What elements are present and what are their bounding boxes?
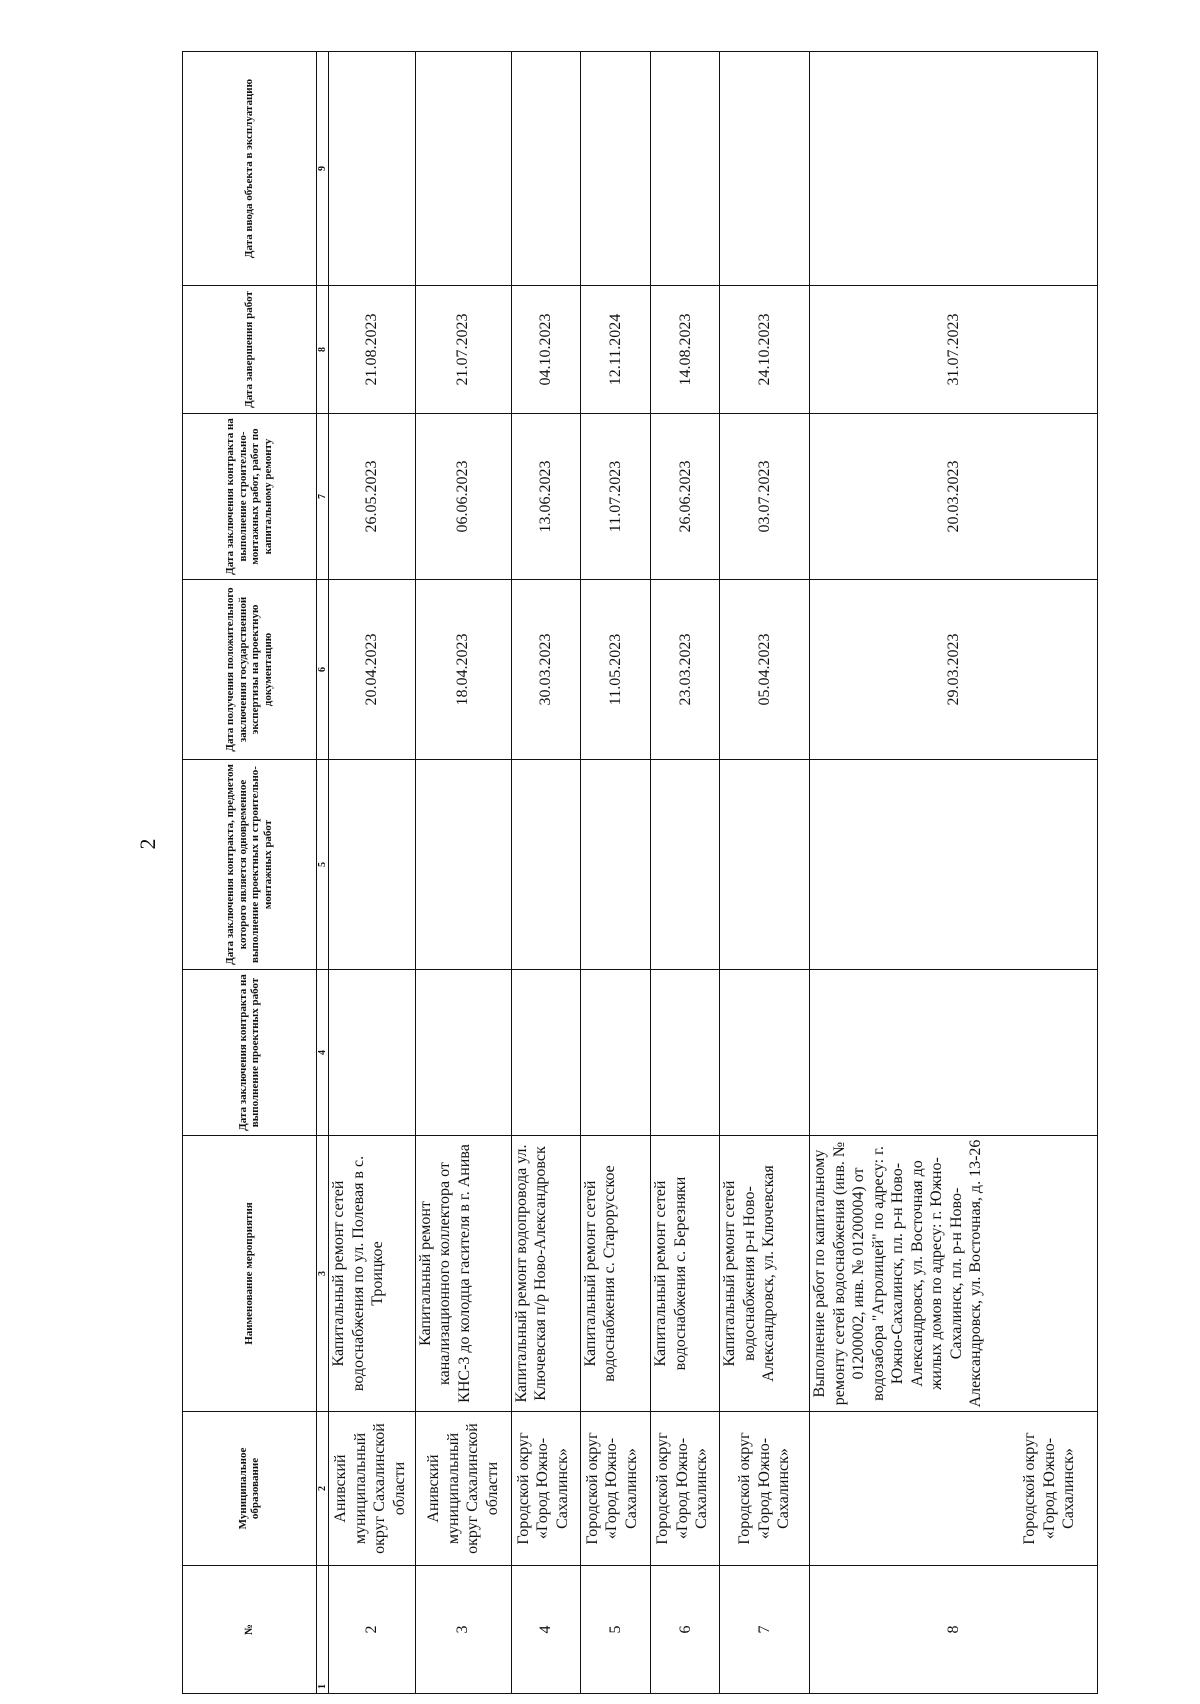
- table-row: [580, 52, 651, 1694]
- header-row: [183, 52, 317, 1694]
- column-number: 8: [316, 286, 329, 414]
- header-design-contract-date: Дата заключения контракта на выполнение проектных работ: [183, 970, 317, 1136]
- event-name-cell: Капитальный ремонт сетей водоснабжения р-н Ново-Александровск, ул. Ключевская: [720, 1136, 810, 1412]
- expertise-date-cell: 18.04.2023: [415, 580, 511, 760]
- combined-contract-cell: [415, 760, 511, 970]
- completion-date-cell: 31.07.2023: [810, 286, 1098, 414]
- completion-date-cell: 24.10.2023: [720, 286, 810, 414]
- construction-contract-cell: 13.06.2023: [511, 414, 580, 580]
- row-number: 2: [329, 1566, 416, 1694]
- commissioning-date-cell: [810, 52, 1098, 286]
- row-number: 3: [415, 1566, 511, 1694]
- header-completion-date: Дата завершения работ: [183, 286, 317, 414]
- municipality-cell: Анивский муниципальный округ Сахалинской области: [329, 1412, 416, 1566]
- expertise-date-cell: 30.03.2023: [511, 580, 580, 760]
- event-name-cell: Капитальный ремонт сетей водоснабжения по ул. Полевая в с. Троицкое: [329, 1136, 416, 1412]
- row-number: 4: [511, 1566, 580, 1694]
- municipality-cell: Городской округ «Город Южно-Сахалинск»: [720, 1412, 810, 1566]
- header-expertise-date: Дата получения положительного заключения государственной экспертизы на проектную документацию: [183, 580, 317, 760]
- municipality-cell: Городской округ «Город Южно-Сахалинск»: [511, 1412, 580, 1566]
- combined-contract-cell: [651, 760, 720, 970]
- commissioning-date-cell: [329, 52, 416, 286]
- header-commissioning-date: Дата ввода объекта в эксплуатацию: [183, 52, 317, 286]
- row-number: 8: [810, 1566, 1098, 1694]
- completion-date-cell: 04.10.2023: [511, 286, 580, 414]
- construction-contract-cell: 26.06.2023: [651, 414, 720, 580]
- column-number: 1: [316, 1566, 329, 1694]
- expertise-date-cell: 29.03.2023: [810, 580, 1098, 760]
- event-name-cell: Капитальный ремонт сетей водоснабжения с. Березняки: [651, 1136, 720, 1412]
- design-contract-cell: [651, 970, 720, 1136]
- column-number-row: [316, 52, 329, 1694]
- commissioning-date-cell: [720, 52, 810, 286]
- expertise-date-cell: 20.04.2023: [329, 580, 416, 760]
- event-name-cell: Капитальный ремонт водопровода ул. Ключевская п/р Ново-Александровск: [511, 1136, 580, 1412]
- expertise-date-cell: 05.04.2023: [720, 580, 810, 760]
- expertise-date-cell: 23.03.2023: [651, 580, 720, 760]
- header-combined-contract-date: Дата заключения контракта, предметом которого является одновременное выполнение проектных и строительно-монтажных работ: [183, 760, 317, 970]
- combined-contract-cell: [329, 760, 416, 970]
- column-number: 9: [316, 52, 329, 286]
- combined-contract-cell: [511, 760, 580, 970]
- event-name-cell: Капитальный ремонт канализационного коллектора от КНС-3 до колодца гасителя в г. Анива: [415, 1136, 511, 1412]
- table-row: [810, 52, 1098, 1694]
- design-contract-cell: [329, 970, 416, 1136]
- table-row: [329, 52, 416, 1694]
- row-number: 6: [651, 1566, 720, 1694]
- completion-date-cell: 21.07.2023: [415, 286, 511, 414]
- design-contract-cell: [580, 970, 651, 1136]
- construction-contract-cell: 11.07.2023: [580, 414, 651, 580]
- capital-repair-schedule-table: [182, 51, 1098, 1694]
- municipality-cell: Анивский муниципальный округ Сахалинской области: [415, 1412, 511, 1566]
- combined-contract-cell: [580, 760, 651, 970]
- combined-contract-cell: [720, 760, 810, 970]
- column-number: 7: [316, 414, 329, 580]
- header-event-name: Наименование мероприятия: [183, 1136, 317, 1412]
- design-contract-cell: [511, 970, 580, 1136]
- commissioning-date-cell: [651, 52, 720, 286]
- header-number: №: [183, 1566, 317, 1694]
- construction-contract-cell: 26.05.2023: [329, 414, 416, 580]
- column-number: 4: [316, 970, 329, 1136]
- header-construction-contract-date: Дата заключения контракта на выполнение строительно-монтажных работ, работ по капитальному ремонту: [183, 414, 317, 580]
- table-row: [415, 52, 511, 1694]
- municipality-cell: Городской округ «Город Южно-Сахалинск»: [810, 1412, 1098, 1566]
- municipality-cell: Городской округ «Город Южно-Сахалинск»: [580, 1412, 651, 1566]
- column-number: 5: [316, 760, 329, 970]
- completion-date-cell: 21.08.2023: [329, 286, 416, 414]
- table-row: [511, 52, 580, 1694]
- event-name-cell: Капитальный ремонт сетей водоснабжения с. Старорусское: [580, 1136, 651, 1412]
- page-number: 2: [135, 838, 160, 850]
- combined-contract-cell: [810, 760, 1098, 970]
- design-contract-cell: [415, 970, 511, 1136]
- construction-contract-cell: 20.03.2023: [810, 414, 1098, 580]
- column-number: 2: [316, 1412, 329, 1566]
- construction-contract-cell: 06.06.2023: [415, 414, 511, 580]
- table-rotated-wrapper: [182, 52, 1098, 1694]
- row-number: 7: [720, 1566, 810, 1694]
- commissioning-date-cell: [415, 52, 511, 286]
- design-contract-cell: [810, 970, 1098, 1136]
- expertise-date-cell: 11.05.2023: [580, 580, 651, 760]
- construction-contract-cell: 03.07.2023: [720, 414, 810, 580]
- completion-date-cell: 14.08.2023: [651, 286, 720, 414]
- table-row: [720, 52, 810, 1694]
- municipality-cell: Городской округ «Город Южно-Сахалинск»: [651, 1412, 720, 1566]
- event-name-cell: Выполнение работ по капитальному ремонту сетей водоснабжения (инв. № 01200002, инв. № 01200004) от водозабора "Агролицей" по адресу: г. Южно-Сахалинск, пл. р-н Ново-Александровск, ул. Восточная до жилых домов по адресу: г. Южно-Сахалинск, пл. р-н Ново-Александровск, ул. Восточная, д. 13-26: [810, 1136, 1098, 1412]
- completion-date-cell: 12.11.2024: [580, 286, 651, 414]
- table-row: [651, 52, 720, 1694]
- column-number: 6: [316, 580, 329, 760]
- commissioning-date-cell: [511, 52, 580, 286]
- design-contract-cell: [720, 970, 810, 1136]
- header-municipality: Муниципальное образование: [183, 1412, 317, 1566]
- row-number: 5: [580, 1566, 651, 1694]
- column-number: 3: [316, 1136, 329, 1412]
- commissioning-date-cell: [580, 52, 651, 286]
